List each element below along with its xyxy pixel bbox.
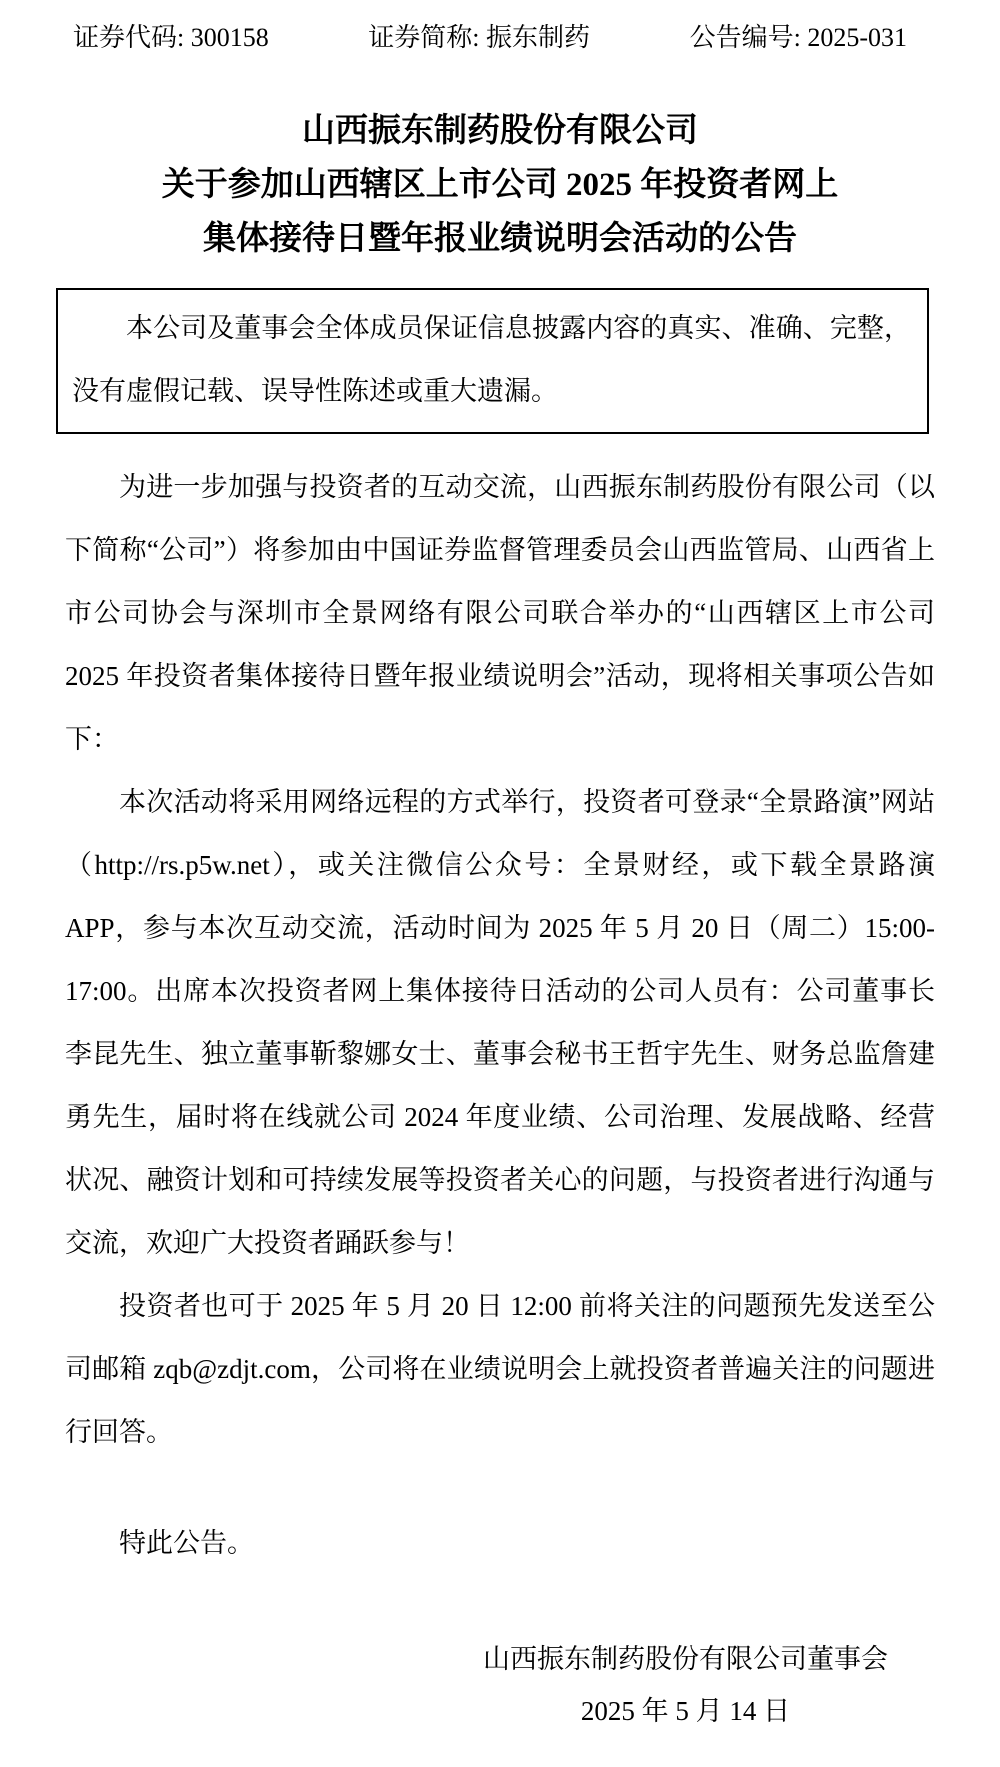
document-header [0,0,1000,54]
closing-statement: 特此公告。 [119,1528,254,1559]
title-line-3: 集体接待日暨年报业绩说明会活动的公告 [203,221,797,257]
paragraph-questions: 投资者也可于 2025 年 5 月 20 日 12:00 前将关注的问题预先发送至公司邮箱 zqb@zdjt.com，公司将在业绩说明会上就投资者普遍关注的问题进行回答。 [65,1291,935,1448]
signature-area [0,1633,888,1737]
announcement-body [0,456,1000,1575]
paragraph-intro: 为进一步加强与投资者的互动交流，山西振东制药股份有限公司（以下简称“公司”）将参加由中国证券监督管理委员会山西监管局、山西省上市公司协会与深圳市全景网络有限公司联合举办的“山西辖区上市公司 2025 年投资者集体接待日暨年报业绩说明会”活动，现将相关事项公告如下： [65,472,935,755]
signature-block [483,1633,888,1737]
signature-date: 2025 年 5 月 14 日 [580,1696,791,1727]
signature-company: 山西振东制药股份有限公司董事会 [483,1644,888,1675]
disclaimer-box [56,288,929,434]
disclaimer-text: 本公司及董事会全体成员保证信息披露内容的真实、准确、完整，没有虚假记载、误导性陈述或重大遗漏。 [72,313,911,407]
paragraph-event-details: 本次活动将采用网络远程的方式举行，投资者可登录“全景路演”网站（http://rs.p5w.net），或关注微信公众号：全景财经，或下载全景路演 APP，参与本次互动交流，活动时间为 2025 年 5 月 20 日（周二）15:00-17:00。出席本次投资者网上集体接待日活动的公司人员有：公司董事长李昆先生、独立董事靳黎娜女士、董事会秘书王哲宇先生、财务总监詹建勇先生，届时将在线就公司 2024 年度业绩、公司治理、发展战略、经营状况、融资计划和可持续发展等投资者关心的问题，与投资者进行沟通与交流，欢迎广大投资者踊跃参与！ [65,787,935,1259]
announcement-number: 公告编号: 2025-031 [689,23,907,52]
document-title [0,104,1000,266]
stock-code: 证券代码: 300158 [73,23,269,52]
title-line-1: 山西振东制药股份有限公司 [302,113,698,149]
title-line-2: 关于参加山西辖区上市公司 2025 年投资者网上 [161,167,839,203]
stock-name: 证券简称: 振东制药 [368,23,591,52]
